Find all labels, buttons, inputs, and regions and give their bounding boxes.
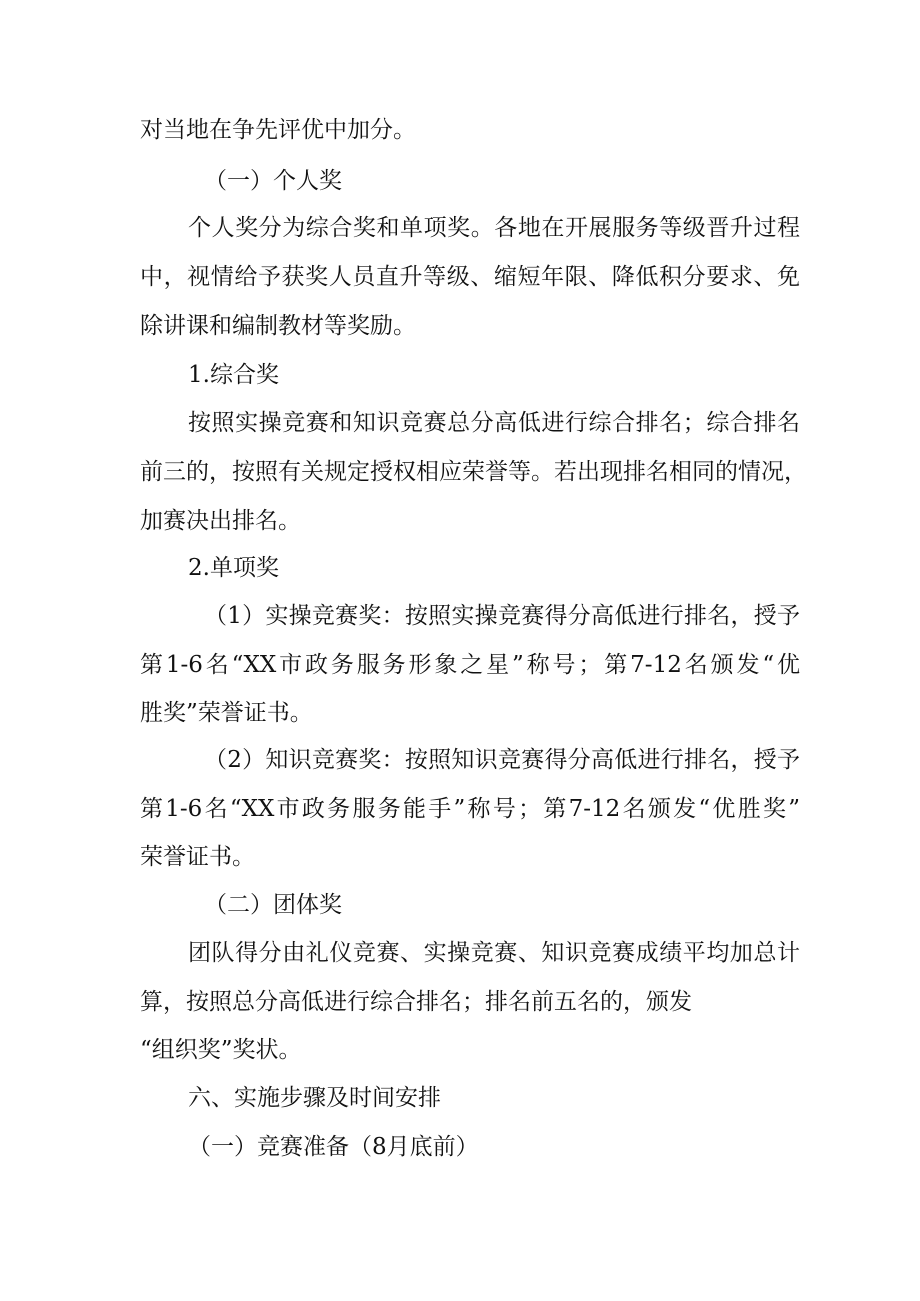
section-heading-team-award: （二）团体奖: [204, 892, 342, 918]
paragraph-line: 荣誉证书。: [140, 844, 255, 870]
paragraph-line: 对当地在争先评优中加分。: [140, 117, 416, 143]
paragraph-line: 算，按照总分高低进行综合排名；排名前五名的，颁发: [140, 989, 692, 1015]
paragraph-line: 除讲课和编制教材等奖励。: [140, 313, 416, 339]
paragraph-line: 个人奖分为综合奖和单项奖。各地在开展服务等级晋升过程: [188, 215, 800, 241]
subheading-comprehensive-award: 1.综合奖: [188, 362, 279, 388]
paragraph-line: 加赛决出排名。: [140, 508, 301, 534]
paragraph-line: “组织奖”奖状。: [140, 1037, 302, 1063]
paragraph-line: 胜奖”荣誉证书。: [140, 700, 313, 726]
paragraph-line: （1）实操竞赛奖：按照实操竞赛得分高低进行排名，授予: [204, 603, 800, 629]
subheading-single-award: 2.单项奖: [188, 555, 279, 581]
paragraph-line: 第1-6名“XX市政务服务能手”称号；第7-12名颁发“优胜奖”: [140, 796, 800, 822]
section-heading-implementation: 六、实施步骤及时间安排: [188, 1085, 441, 1111]
paragraph-line: 按照实操竞赛和知识竞赛总分高低进行综合排名；综合排名: [188, 410, 800, 436]
paragraph-line: 前三的，按照有关规定授权相应荣誉等。若出现排名相同的情况，: [140, 459, 807, 485]
paragraph-line: 第1-6名“XX市政务服务形象之星”称号；第7-12名颁发“优: [140, 652, 800, 678]
paragraph-line: 中，视情给予获奖人员直升等级、缩短年限、降低积分要求、免: [140, 264, 800, 290]
section-heading-preparation: （一）竞赛准备（8月底前）: [188, 1134, 479, 1160]
section-heading-individual-award: （一）个人奖: [204, 168, 342, 194]
paragraph-line: 团队得分由礼仪竞赛、实操竞赛、知识竞赛成绩平均加总计: [188, 940, 800, 966]
paragraph-line: （2）知识竞赛奖：按照知识竞赛得分高低进行排名，授予: [204, 747, 800, 773]
